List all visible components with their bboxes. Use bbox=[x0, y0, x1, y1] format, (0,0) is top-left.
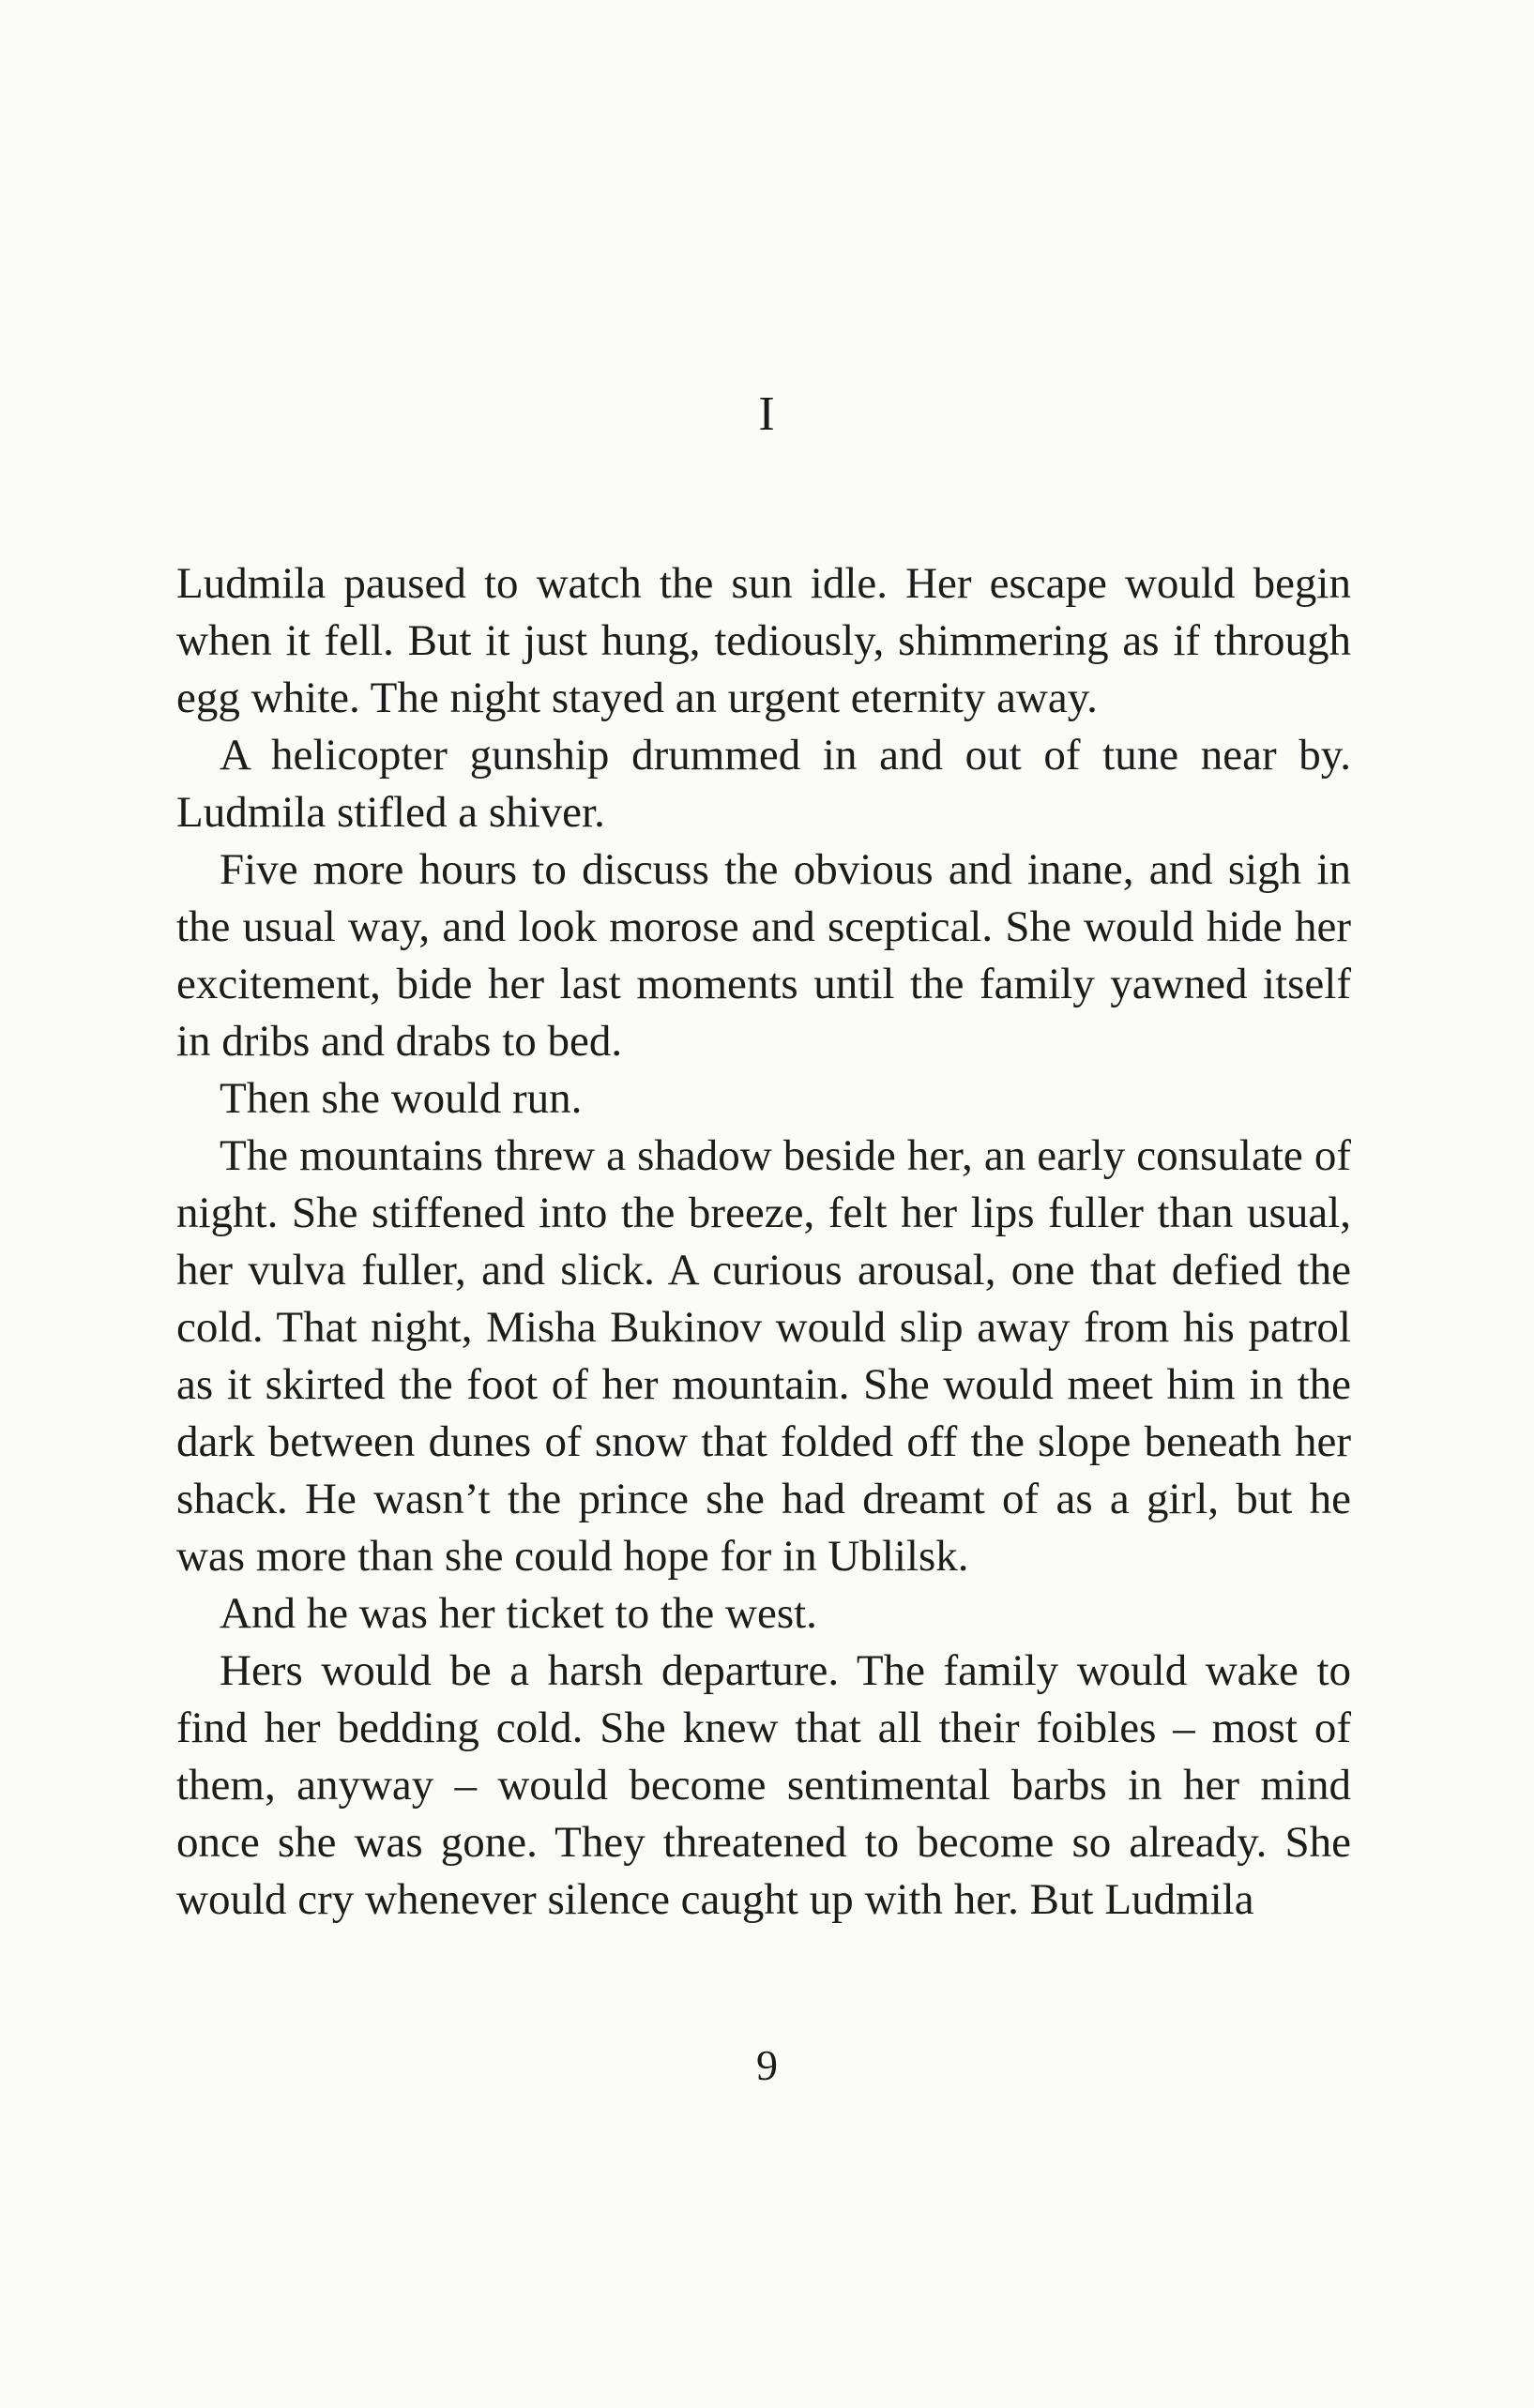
paragraph: The mountains threw a shadow beside her, an early consulate of night. She stiffened into the breeze, felt her lips fuller than usual, her vulva fuller, and slick. A curious arousal, one that defied the cold. That night, Misha Bukinov would slip away from his patrol as it skirted the foot of her mountain. She would meet him in the dark between dunes of snow that folded off the slope beneath her shack. He wasn’t the prince she had dreamt of as a girl, but he was more than she could hope for in Ublilsk. bbox=[176, 1131, 1351, 1581]
page-number: 9 bbox=[756, 2041, 778, 2089]
paragraph: Hers would be a harsh departure. The family would wake to find her bedding cold. She knew that all their foibles – most of them, anyway – would become sentimental barbs in her mind once she was gone. They threatened to become so already. She would cry whenever silence caught up with her. But Ludmila bbox=[176, 1646, 1351, 1924]
paragraph: And he was her ticket to the west. bbox=[220, 1589, 817, 1638]
paragraph: Five more hours to discuss the obvious and inane, and sigh in the usual way, and look morose and sceptical. She would hide her excitement, bide her last moments until the family yawned itself in dribs and drabs to bed. bbox=[176, 845, 1351, 1066]
paragraph: A helicopter gunship drummed in and out of tune near by. Ludmila stifled a shiver. bbox=[176, 731, 1351, 837]
chapter-number: I bbox=[758, 387, 776, 441]
paragraph: Ludmila paused to watch the sun idle. Her escape would begin when it fell. But it just hung, tediously, shimmering as if through egg white. The night stayed an urgent eternity away. bbox=[176, 559, 1351, 722]
paragraph: Then she would run. bbox=[220, 1074, 583, 1123]
body-text bbox=[176, 555, 1351, 1929]
